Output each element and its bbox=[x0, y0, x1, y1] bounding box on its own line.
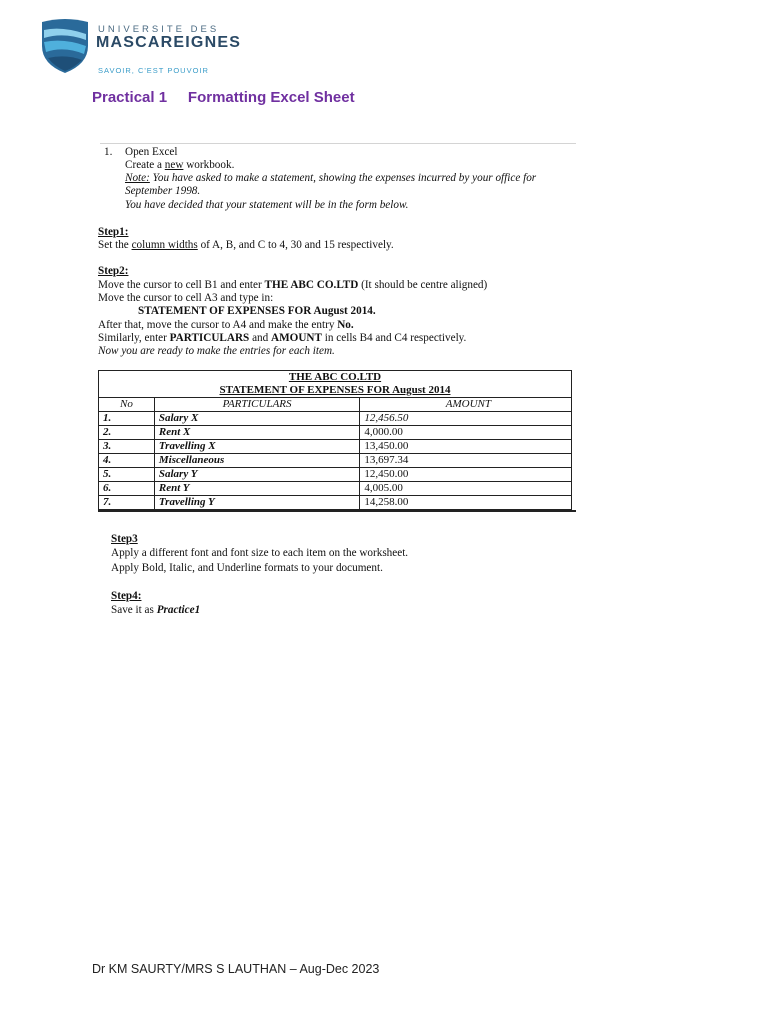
step3-line2: Apply Bold, Italic, and Underline formats to your document. bbox=[111, 562, 383, 574]
row-amount: 4,000.00 bbox=[360, 426, 572, 440]
step1-heading: Step1: bbox=[98, 226, 129, 238]
col-no-header: No bbox=[99, 398, 155, 412]
row-particular: Salary Y bbox=[154, 468, 359, 482]
table-statement-title: STATEMENT OF EXPENSES FOR August 2014 bbox=[99, 384, 572, 398]
col-particulars-header: PARTICULARS bbox=[154, 398, 359, 412]
row-number: 5. bbox=[99, 468, 155, 482]
row-particular: Rent X bbox=[154, 426, 359, 440]
table-row bbox=[99, 412, 572, 426]
col-amount-header: AMOUNT bbox=[360, 398, 572, 412]
row-amount: 12,456.50 bbox=[360, 412, 572, 426]
step2-line1: Move the cursor to cell B1 and enter THE ABC CO.LTD (It should be centre aligned) bbox=[98, 279, 488, 291]
row-number: 6. bbox=[99, 482, 155, 496]
university-name-main: MASCAREIGNES bbox=[96, 34, 242, 51]
step2-line3: STATEMENT OF EXPENSES FOR August 2014. bbox=[138, 305, 376, 317]
item1-number: 1. bbox=[104, 146, 113, 158]
item1-line1: Open Excel bbox=[125, 146, 178, 158]
table-row bbox=[99, 496, 572, 510]
step2-line5: Similarly, enter PARTICULARS and AMOUNT in cells B4 and C4 respectively. bbox=[98, 332, 467, 344]
table-row bbox=[99, 426, 572, 440]
step2-line2: Move the cursor to cell A3 and type in: bbox=[98, 292, 274, 304]
step1-text: Set the column widths of A, B, and C to 4, 30 and 15 respectively. bbox=[98, 239, 394, 251]
row-particular: Travelling X bbox=[154, 440, 359, 454]
table-title-row bbox=[99, 371, 572, 385]
step4-heading: Step4: bbox=[111, 590, 142, 602]
table-row bbox=[99, 468, 572, 482]
table-row bbox=[99, 454, 572, 468]
row-amount: 4,005.00 bbox=[360, 482, 572, 496]
table-bottom-rule bbox=[98, 510, 576, 512]
row-amount: 13,697.34 bbox=[360, 454, 572, 468]
step3-line1: Apply a different font and font size to each item on the worksheet. bbox=[111, 547, 409, 559]
step2-line4: After that, move the cursor to A4 and make the entry No. bbox=[98, 319, 354, 331]
expenses-table bbox=[98, 370, 572, 510]
item1-note: Note: You have asked to make a statement, showing the expenses incurred by your office for bbox=[125, 172, 537, 184]
university-name-top: UNIVERSITE DES bbox=[98, 24, 220, 35]
university-logo bbox=[38, 16, 258, 78]
step4-text: Save it as Practice1 bbox=[111, 604, 201, 616]
row-particular: Salary X bbox=[154, 412, 359, 426]
step3-heading: Step3 bbox=[111, 533, 138, 545]
university-tagline: SAVOIR, C'EST POUVOIR bbox=[98, 66, 209, 75]
row-number: 1. bbox=[99, 412, 155, 426]
item1-line2: Create a new workbook. bbox=[125, 159, 235, 171]
practical-title bbox=[92, 89, 355, 106]
table-company-title: THE ABC CO.LTD bbox=[99, 371, 572, 385]
table-row bbox=[99, 440, 572, 454]
table-row bbox=[99, 482, 572, 496]
row-amount: 13,450.00 bbox=[360, 440, 572, 454]
table-subtitle-row bbox=[99, 384, 572, 398]
table-header-row bbox=[99, 398, 572, 412]
university-shield-icon bbox=[38, 16, 92, 74]
row-number: 2. bbox=[99, 426, 155, 440]
row-particular: Miscellaneous bbox=[154, 454, 359, 468]
page-footer: Dr KM SAURTY/MRS S LAUTHAN – Aug-Dec 2023 bbox=[92, 962, 380, 976]
item1-note-line3: You have decided that your statement will be in the form below. bbox=[125, 199, 409, 211]
row-number: 4. bbox=[99, 454, 155, 468]
practical-heading: Formatting Excel Sheet bbox=[187, 89, 355, 106]
row-number: 3. bbox=[99, 440, 155, 454]
row-particular: Rent Y bbox=[154, 482, 359, 496]
row-particular: Travelling Y bbox=[154, 496, 359, 510]
scan-top-rule bbox=[100, 143, 576, 144]
item1-note-line2: September 1998. bbox=[125, 185, 201, 197]
row-number: 7. bbox=[99, 496, 155, 510]
practical-label: Practical 1 bbox=[92, 89, 168, 106]
row-amount: 12,450.00 bbox=[360, 468, 572, 482]
step2-heading: Step2: bbox=[98, 265, 129, 277]
row-amount: 14,258.00 bbox=[360, 496, 572, 510]
step2-line6: Now you are ready to make the entries for each item. bbox=[98, 345, 335, 357]
